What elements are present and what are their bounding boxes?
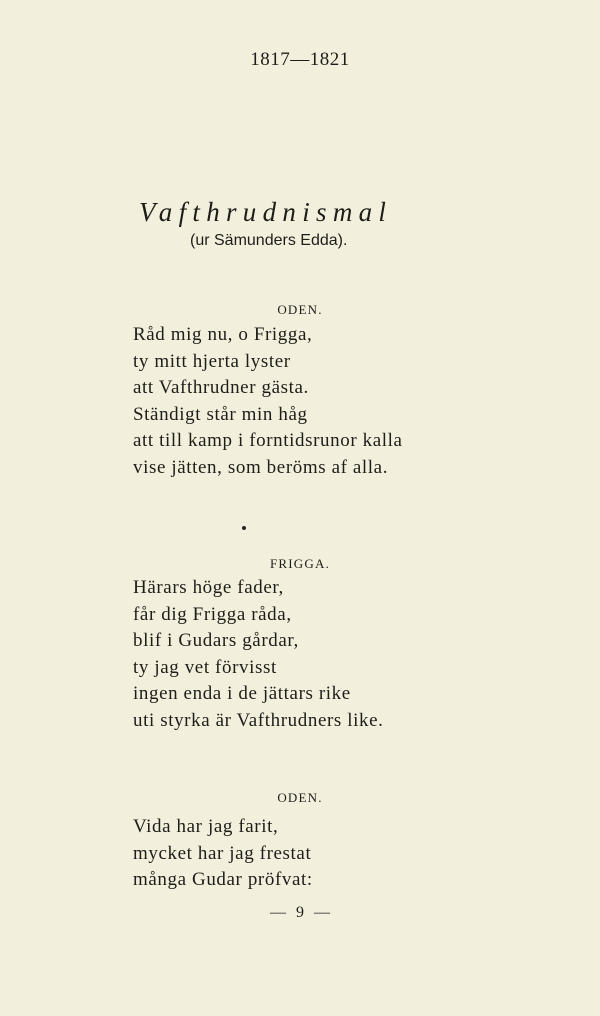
verse-line: att Vafthrudner gästa. [133, 377, 309, 398]
verse-line: ty jag vet förvisst [133, 656, 277, 678]
verse-line: Härars höge fader, [133, 577, 284, 598]
verse-line: får dig Frigga råda, [133, 603, 292, 625]
verse-line: ingen enda i de jättars rike [133, 683, 351, 704]
verse-line: blif i Gudars gårdar, [133, 630, 299, 651]
speaker-heading: ODEN. [277, 790, 323, 805]
speaker-heading: FRIGGA. [269, 556, 331, 571]
page-number: — 9 — [270, 904, 330, 921]
stanza [133, 814, 313, 894]
verse-line: uti styrka är Vafthrudners like. [133, 709, 384, 731]
verse-line: vise jätten, som beröms af alla. [133, 456, 389, 478]
poem-subtitle: (ur Sämunders Edda). [190, 232, 348, 249]
verse-line: Råd mig nu, o Frigga, [133, 324, 313, 345]
running-head: 1817—1821 [250, 49, 350, 70]
verse-line: många Gudar pröfvat: [133, 869, 313, 890]
stanza [133, 575, 383, 734]
speaker-heading: ODEN. [277, 302, 323, 317]
verse-line: Ständigt står min håg [133, 403, 308, 425]
verse-line: ty mitt hjerta lyster [133, 350, 291, 372]
verse-line: att till kamp i forntidsrunor kalla [133, 430, 403, 451]
stray-mark [242, 526, 246, 530]
verse-line: mycket har jag frestat [133, 842, 312, 864]
verse-line: Vida har jag farit, [133, 816, 279, 837]
stanza [133, 322, 403, 481]
poem-title: Vafthrudnismal [139, 197, 393, 227]
